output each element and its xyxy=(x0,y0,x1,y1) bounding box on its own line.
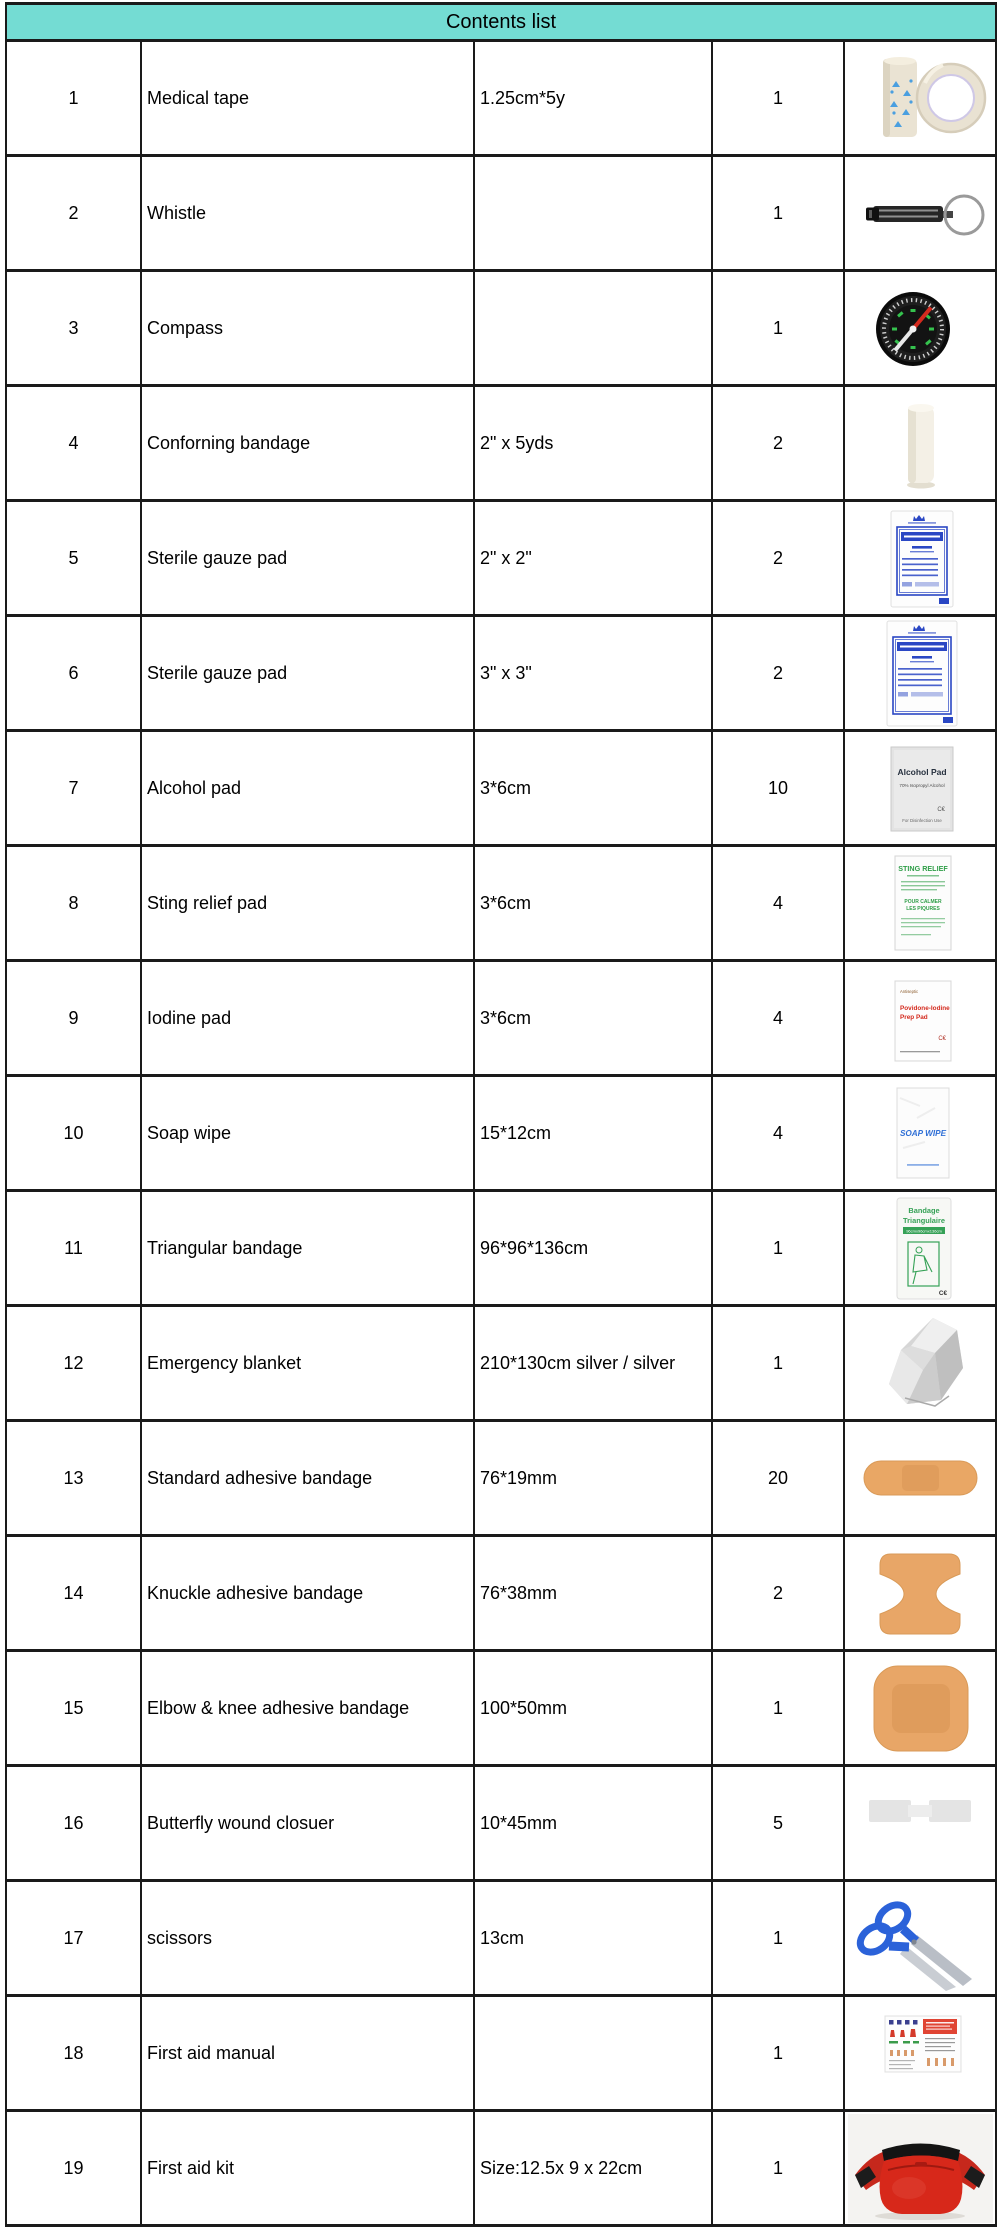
item-number: 6 xyxy=(6,616,141,731)
header-row xyxy=(6,4,996,41)
item-image-cell xyxy=(844,1766,996,1881)
item-number: 10 xyxy=(6,1076,141,1191)
item-number: 18 xyxy=(6,1996,141,2111)
svg-text:POUR CALMER: POUR CALMER xyxy=(904,898,942,905)
table-row xyxy=(6,271,996,386)
item-size: 3*6cm xyxy=(474,846,712,961)
item-image-cell xyxy=(844,1191,996,1306)
item-number: 13 xyxy=(6,1421,141,1536)
item-number: 7 xyxy=(6,731,141,846)
item-number: 8 xyxy=(6,846,141,961)
triangular-bandage-icon xyxy=(845,1193,995,1304)
item-qty: 2 xyxy=(712,1536,844,1651)
item-number: 14 xyxy=(6,1536,141,1651)
item-qty: 1 xyxy=(712,41,844,156)
table-row xyxy=(6,846,996,961)
table-row xyxy=(6,961,996,1076)
table-row xyxy=(6,1766,996,1881)
scissors-icon xyxy=(845,1883,995,1994)
item-size: 3*6cm xyxy=(474,961,712,1076)
svg-text:Bandage: Bandage xyxy=(908,1205,940,1215)
item-size: 3" x 3" xyxy=(474,616,712,731)
item-name: Butterfly wound closuer xyxy=(141,1766,474,1881)
item-qty: 1 xyxy=(712,1996,844,2111)
item-image-cell xyxy=(844,846,996,961)
item-qty: 2 xyxy=(712,386,844,501)
item-qty: 4 xyxy=(712,961,844,1076)
item-image-cell xyxy=(844,386,996,501)
table-row xyxy=(6,1536,996,1651)
page-title: Contents list xyxy=(6,4,996,41)
table-row xyxy=(6,156,996,271)
elbow-knee-bandage-icon xyxy=(845,1653,995,1764)
svg-text:SOAP WIPE: SOAP WIPE xyxy=(899,1128,947,1138)
sting-relief-pad-icon xyxy=(845,848,995,959)
item-image-cell xyxy=(844,156,996,271)
item-number: 9 xyxy=(6,961,141,1076)
item-qty: 4 xyxy=(712,1076,844,1191)
table-row xyxy=(6,501,996,616)
item-qty: 5 xyxy=(712,1766,844,1881)
svg-text:Prep Pad: Prep Pad xyxy=(900,1013,928,1021)
item-image-cell xyxy=(844,41,996,156)
item-size: 76*38mm xyxy=(474,1536,712,1651)
item-image-cell xyxy=(844,1306,996,1421)
item-qty: 10 xyxy=(712,731,844,846)
table-row xyxy=(6,2111,996,2226)
svg-text:LES PIQURES: LES PIQURES xyxy=(906,905,940,912)
conforming-bandage-icon xyxy=(845,388,995,499)
svg-text:C€: C€ xyxy=(938,1035,947,1042)
item-qty: 2 xyxy=(712,501,844,616)
item-qty: 2 xyxy=(712,616,844,731)
table-row xyxy=(6,1076,996,1191)
item-size xyxy=(474,156,712,271)
svg-text:For Disinfection Use: For Disinfection Use xyxy=(902,817,942,823)
item-size: 96*96*136cm xyxy=(474,1191,712,1306)
svg-text:96cmx96cmx136cm: 96cmx96cmx136cm xyxy=(906,1228,942,1233)
item-size: 13cm xyxy=(474,1881,712,1996)
item-number: 5 xyxy=(6,501,141,616)
item-size xyxy=(474,1996,712,2111)
item-name: Compass xyxy=(141,271,474,386)
item-image-cell xyxy=(844,731,996,846)
item-qty: 1 xyxy=(712,1191,844,1306)
standard-bandage-icon xyxy=(845,1423,995,1534)
item-name: Medical tape xyxy=(141,41,474,156)
compass-icon xyxy=(845,273,995,384)
item-size: Size:12.5x 9 x 22cm xyxy=(474,2111,712,2226)
item-number: 16 xyxy=(6,1766,141,1881)
item-number: 17 xyxy=(6,1881,141,1996)
item-name: First aid kit xyxy=(141,2111,474,2226)
item-qty: 20 xyxy=(712,1421,844,1536)
item-name: Sting relief pad xyxy=(141,846,474,961)
alcohol-pad-icon xyxy=(845,733,995,844)
item-name: Knuckle adhesive bandage xyxy=(141,1536,474,1651)
svg-text:70% Isopropyl Alcohol: 70% Isopropyl Alcohol xyxy=(899,782,945,788)
item-number: 12 xyxy=(6,1306,141,1421)
item-number: 4 xyxy=(6,386,141,501)
item-name: scissors xyxy=(141,1881,474,1996)
table-row xyxy=(6,1306,996,1421)
item-name: Sterile gauze pad xyxy=(141,616,474,731)
item-name: Triangular bandage xyxy=(141,1191,474,1306)
item-number: 1 xyxy=(6,41,141,156)
item-name: Elbow & knee adhesive bandage xyxy=(141,1651,474,1766)
item-image-cell xyxy=(844,1536,996,1651)
svg-text:Povidone-Iodine: Povidone-Iodine xyxy=(900,1004,950,1012)
contents-list-table xyxy=(5,2,997,2227)
svg-text:Antiseptic: Antiseptic xyxy=(900,988,919,994)
item-image-cell xyxy=(844,1996,996,2111)
svg-text:C€: C€ xyxy=(937,806,946,813)
item-name: Standard adhesive bandage xyxy=(141,1421,474,1536)
item-image-cell xyxy=(844,1076,996,1191)
iodine-pad-icon xyxy=(845,963,995,1074)
item-image-cell xyxy=(844,1651,996,1766)
table-row xyxy=(6,1651,996,1766)
table-row xyxy=(6,1881,996,1996)
whistle-icon xyxy=(845,158,995,269)
item-number: 2 xyxy=(6,156,141,271)
first-aid-manual-icon xyxy=(845,1998,995,2109)
item-name: Iodine pad xyxy=(141,961,474,1076)
gauze-pad-large-icon xyxy=(845,618,995,729)
item-qty: 4 xyxy=(712,846,844,961)
item-image-cell xyxy=(844,271,996,386)
item-number: 3 xyxy=(6,271,141,386)
item-qty: 1 xyxy=(712,1651,844,1766)
soap-wipe-icon xyxy=(845,1078,995,1189)
first-aid-kit-icon xyxy=(845,2113,995,2224)
table-row xyxy=(6,1191,996,1306)
item-number: 15 xyxy=(6,1651,141,1766)
item-size: 76*19mm xyxy=(474,1421,712,1536)
item-name: Emergency blanket xyxy=(141,1306,474,1421)
item-image-cell xyxy=(844,1421,996,1536)
item-size: 2" x 5yds xyxy=(474,386,712,501)
table-row xyxy=(6,731,996,846)
item-qty: 1 xyxy=(712,271,844,386)
item-image-cell xyxy=(844,2111,996,2226)
item-size: 3*6cm xyxy=(474,731,712,846)
item-name: Alcohol pad xyxy=(141,731,474,846)
item-number: 11 xyxy=(6,1191,141,1306)
svg-text:Triangulaire: Triangulaire xyxy=(903,1215,945,1225)
item-size: 10*45mm xyxy=(474,1766,712,1881)
item-qty: 1 xyxy=(712,1306,844,1421)
table-row xyxy=(6,41,996,156)
table-row xyxy=(6,1996,996,2111)
item-size: 15*12cm xyxy=(474,1076,712,1191)
item-name: Soap wipe xyxy=(141,1076,474,1191)
item-image-cell xyxy=(844,961,996,1076)
butterfly-closure-icon xyxy=(845,1768,995,1879)
table-row xyxy=(6,386,996,501)
item-image-cell xyxy=(844,501,996,616)
item-qty: 1 xyxy=(712,1881,844,1996)
item-size: 100*50mm xyxy=(474,1651,712,1766)
item-size xyxy=(474,271,712,386)
gauze-pad-icon xyxy=(845,503,995,614)
item-size: 210*130cm silver / silver xyxy=(474,1306,712,1421)
svg-text:STING RELIEF: STING RELIEF xyxy=(898,863,948,873)
knuckle-bandage-icon xyxy=(845,1538,995,1649)
item-size: 1.25cm*5y xyxy=(474,41,712,156)
item-image-cell xyxy=(844,616,996,731)
item-image-cell xyxy=(844,1881,996,1996)
item-name: Whistle xyxy=(141,156,474,271)
item-size: 2" x 2" xyxy=(474,501,712,616)
item-number: 19 xyxy=(6,2111,141,2226)
svg-text:C€: C€ xyxy=(938,1289,948,1297)
table-row xyxy=(6,616,996,731)
item-qty: 1 xyxy=(712,2111,844,2226)
svg-text:Alcohol Pad: Alcohol Pad xyxy=(897,766,947,777)
item-qty: 1 xyxy=(712,156,844,271)
item-name: First aid manual xyxy=(141,1996,474,2111)
emergency-blanket-icon xyxy=(845,1308,995,1419)
table-row xyxy=(6,1421,996,1536)
item-name: Sterile gauze pad xyxy=(141,501,474,616)
medical-tape-icon xyxy=(845,43,995,154)
item-name: Conforning bandage xyxy=(141,386,474,501)
